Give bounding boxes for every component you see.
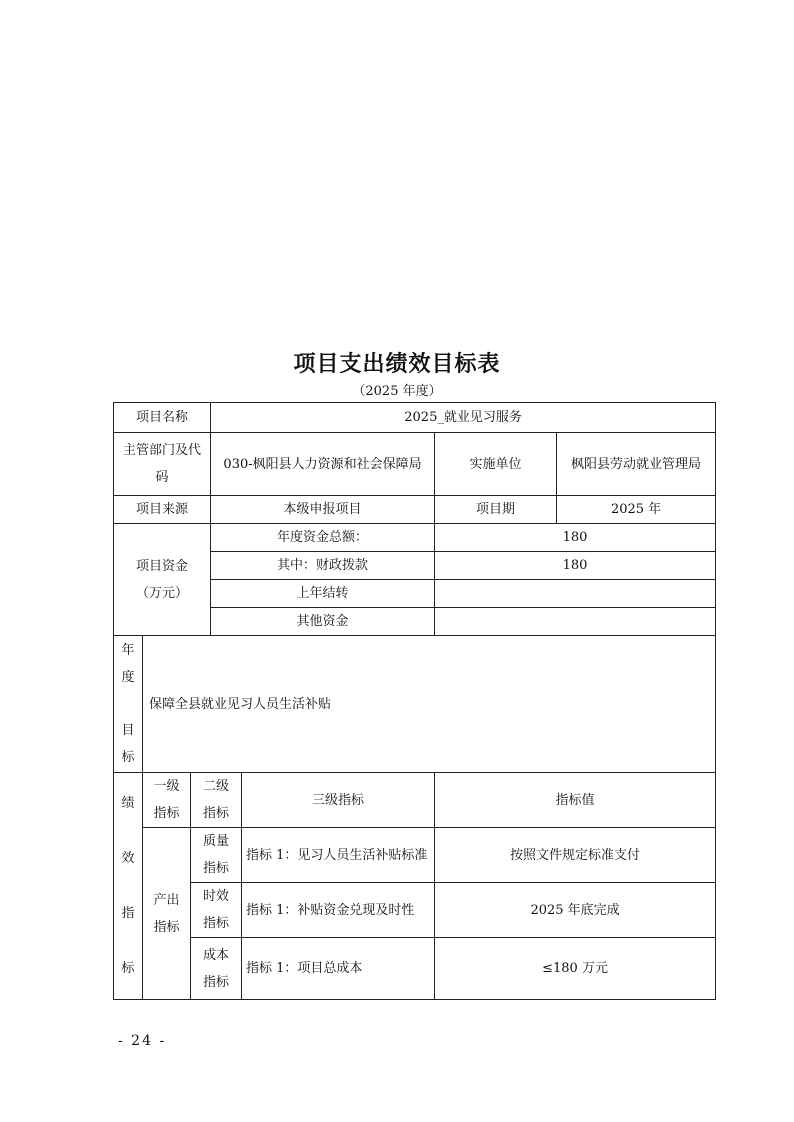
funds-total-label: 年度资金总额： bbox=[211, 524, 435, 552]
annual-goal-text: 保障全县就业见习人员生活补贴 bbox=[143, 636, 716, 773]
funds-other-value bbox=[435, 608, 716, 636]
page-title: 项目支出绩效目标表 bbox=[293, 352, 501, 377]
annual-goal-label: 年 度 目 标 bbox=[114, 636, 143, 773]
funds-fiscal-value: 180 bbox=[435, 552, 716, 580]
funds-carryover-label: 上年结转 bbox=[211, 580, 435, 608]
funds-fiscal-label: 其中：财政拨款 bbox=[211, 552, 435, 580]
page-number: - 24 - bbox=[118, 1033, 167, 1049]
indicator-cost-level2: 成本指标 bbox=[191, 938, 242, 1000]
header-level3: 三级指标 bbox=[242, 773, 435, 828]
row-department bbox=[114, 433, 716, 496]
project-name-value: 2025_就业见习服务 bbox=[211, 403, 716, 433]
funds-label: 项目资金（万元） bbox=[114, 524, 211, 636]
header-level2: 二级指标 bbox=[191, 773, 242, 828]
source-value: 本级申报项目 bbox=[211, 496, 435, 524]
row-project-name bbox=[114, 403, 716, 433]
performance-table bbox=[113, 402, 716, 1000]
row-source bbox=[114, 496, 716, 524]
source-label: 项目来源 bbox=[114, 496, 211, 524]
row-indicator-timeliness bbox=[114, 883, 716, 938]
impl-value: 枫阳县劳动就业管理局 bbox=[557, 433, 716, 496]
project-name-label: 项目名称 bbox=[114, 403, 211, 433]
period-value: 2025 年 bbox=[557, 496, 716, 524]
indicator-cost-level3: 指标 1：项目总成本 bbox=[242, 938, 435, 1000]
funds-carryover-value bbox=[435, 580, 716, 608]
header-value: 指标值 bbox=[435, 773, 716, 828]
page-subtitle: （2025 年度） bbox=[352, 384, 442, 399]
row-funds-total bbox=[114, 524, 716, 552]
indicator-quality-level3: 指标 1：见习人员生活补贴标准 bbox=[242, 828, 435, 883]
level1-output: 产出指标 bbox=[143, 828, 191, 1000]
indicator-cost-value: ≤180 万元 bbox=[435, 938, 716, 1000]
indicator-timeliness-value: 2025 年底完成 bbox=[435, 883, 716, 938]
header-level1: 一级指标 bbox=[143, 773, 191, 828]
funds-other-label: 其他资金 bbox=[211, 608, 435, 636]
period-label: 项目期 bbox=[435, 496, 557, 524]
indicator-quality-value: 按照文件规定标准支付 bbox=[435, 828, 716, 883]
indicator-quality-level2: 质量指标 bbox=[191, 828, 242, 883]
indicator-timeliness-level2: 时效指标 bbox=[191, 883, 242, 938]
perf-label: 绩 效 指 标 bbox=[114, 773, 143, 1000]
row-annual-goal bbox=[114, 636, 716, 773]
row-indicator-cost bbox=[114, 938, 716, 1000]
row-indicator-header bbox=[114, 773, 716, 828]
impl-label: 实施单位 bbox=[435, 433, 557, 496]
dept-value: 030-枫阳县人力资源和社会保障局 bbox=[211, 433, 435, 496]
indicator-timeliness-level3: 指标 1：补贴资金兑现及时性 bbox=[242, 883, 435, 938]
funds-total-value: 180 bbox=[435, 524, 716, 552]
dept-label: 主管部门及代码 bbox=[114, 433, 211, 496]
row-indicator-quality bbox=[114, 828, 716, 883]
